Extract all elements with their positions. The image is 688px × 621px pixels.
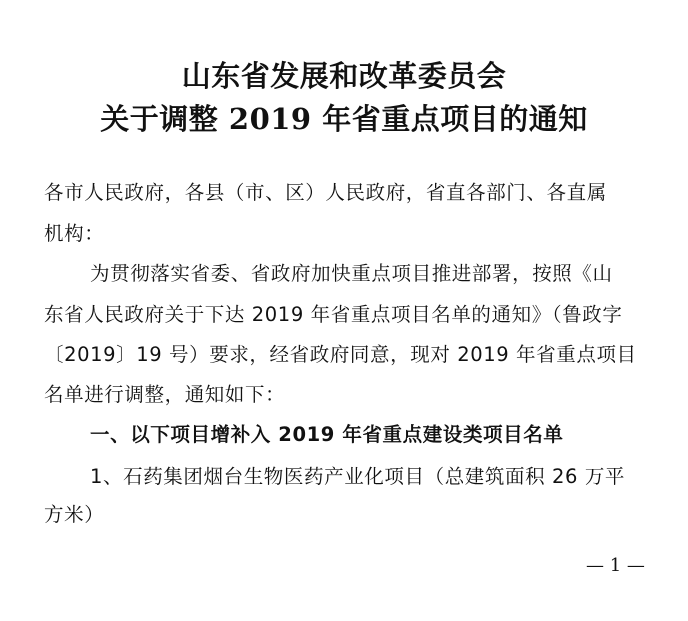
document-title-line-1: 山东省发展和改革委员会 <box>181 59 507 93</box>
page-number: — 1 — <box>586 555 645 576</box>
salutation-line-1: 各市人民政府，各县（市、区）人民政府，省直各部门、各直属 <box>44 181 607 204</box>
paragraph-1-line-2: 东省人民政府关于下达 2019 年省重点项目名单的通知》（鲁政字 <box>44 303 623 326</box>
section-1-heading: 一、以下项目增补入 2019 年省重点建设类项目名单 <box>90 423 564 446</box>
paragraph-1-line-4: 名单进行调整，通知如下： <box>44 383 286 406</box>
paragraph-1-line-1: 为贯彻落实省委、省政府加快重点项目推进部署，按照《山 <box>90 262 613 285</box>
document-title-line-2: 关于调整 2019 年省重点项目的通知 <box>100 102 588 136</box>
salutation-line-2: 机构： <box>44 222 105 245</box>
list-item-1-line-1: 1、石药集团烟台生物医药产业化项目（总建筑面积 26 万平 <box>90 465 626 488</box>
paragraph-1-line-3: 〔2019〕19 号）要求，经省政府同意，现对 2019 年省重点项目 <box>44 343 637 366</box>
list-item-1-line-2: 方米） <box>44 503 105 526</box>
